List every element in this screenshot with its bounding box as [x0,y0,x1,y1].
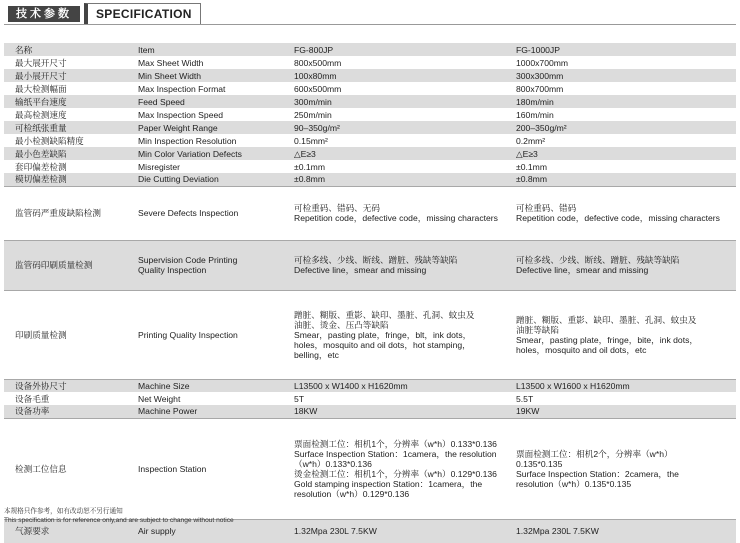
table-row [4,121,736,134]
table-row [4,69,736,82]
table-row [4,147,736,160]
spec-item-en: Paper Weight Range [138,121,292,134]
table-row [4,418,736,519]
table-row [4,290,736,379]
col-header-name: 名称 [4,43,138,56]
table-row [4,173,736,186]
spec-item-en: Machine Size [138,379,292,392]
spec-name-cn: 最小色差缺陷 [4,147,138,160]
table-row [4,108,736,121]
spec-name-cn: 最高检测速度 [4,108,138,121]
header-title-en: SPECIFICATION [84,3,201,25]
spec-name-cn: 模切偏差检测 [4,173,138,186]
spec-item-en: Inspection Station [138,418,292,519]
table-row [4,95,736,108]
spec-value-model1: ±0.1mm [292,160,514,173]
spec-value-model1: 600x500mm [292,82,514,95]
spec-value-model1: 100x80mm [292,69,514,82]
spec-value-model2: 可检重码、错码 Repetition code，defective code，missing characters [514,186,736,240]
section-header [0,0,740,24]
spec-value-model2: 160m/min [514,108,736,121]
spec-item-en: Machine Power [138,405,292,418]
spec-value-model1: 300m/min [292,95,514,108]
spec-name-cn: 检测工位信息 [4,418,138,519]
spec-name-cn: 设备外协尺寸 [4,379,138,392]
spec-value-model1: ±0.8mm [292,173,514,186]
spec-item-en: Max Sheet Width [138,56,292,69]
spec-value-model2: 200–350g/m² [514,121,736,134]
spec-value-model1: 90–350g/m² [292,121,514,134]
spec-item-en: Printing Quality Inspection [138,290,292,379]
table-row [4,186,736,240]
spec-item-en: Air supply [138,519,292,543]
spec-name-cn: 套印偏差检测 [4,160,138,173]
table-row [4,392,736,405]
header-title-cn: 技术参数 [8,6,80,22]
spec-item-en: Supervision Code Printing Quality Inspection [138,240,292,290]
spec-value-model1: △E≥3 [292,147,514,160]
spec-value-model1: 蹭脏、糊版、重影、缺印、墨脏、孔洞、蚊虫及 油脏、烫金、压凸等缺陷 Smear，pasting plate，fringe，blt，ink dots， holes，mosquito and oil dots，hot stamping， belling，etc [292,290,514,379]
table-row [4,160,736,173]
spec-item-en: Min Sheet Width [138,69,292,82]
spec-item-en: Feed Speed [138,95,292,108]
spec-value-model1: 1.32Mpa 230L 7.5KW [292,519,514,543]
header-divider [4,24,736,25]
spec-item-en: Max Inspection Format [138,82,292,95]
spec-table [4,43,736,543]
col-header-item: Item [138,43,292,56]
spec-value-model1: 800x500mm [292,56,514,69]
col-header-model2: FG-1000JP [514,43,736,56]
table-row [4,379,736,392]
col-header-model1: FG-800JP [292,43,514,56]
spec-item-en: Min Color Variation Defects [138,147,292,160]
spec-value-model1: 可检重码、错码、无码 Repetition code，defective code，missing characters [292,186,514,240]
spec-value-model1: 票面检测工位：相机1个，分辨率（w*h）0.133*0.136 Surface Inspection Station：1camera，the resolution （w*h）0.133*0.136 烫金检测工位：相机1个，分辨率（w*h）0.129*0.136 Gold stamping inspection Station：1camera，the resolution（w*h）0.129*0.136 [292,418,514,519]
footer-note-en: This specification is for reference only,and are subject to change without notice [4,516,234,524]
spec-name-cn: 最大展开尺寸 [4,56,138,69]
footer-note-cn: 本规格只作参考，如有改动恕不另行通知 [4,508,123,515]
spec-value-model2: ±0.8mm [514,173,736,186]
spec-item-en: Min Inspection Resolution [138,134,292,147]
spec-value-model2: 800x700mm [514,82,736,95]
spec-value-model2: 0.2mm² [514,134,736,147]
spec-value-model1: 可检多线、少线、断线、蹭脏、残缺等缺陷 Defective line，smear and missing [292,240,514,290]
spec-value-model2: 1000x700mm [514,56,736,69]
spec-item-en: Misregister [138,160,292,173]
spec-name-cn: 设备功率 [4,405,138,418]
spec-value-model1: 250m/min [292,108,514,121]
spec-value-model1: 5T [292,392,514,405]
spec-item-en: Die Cutting Deviation [138,173,292,186]
spec-value-model2: 300x300mm [514,69,736,82]
spec-value-model2: 180m/min [514,95,736,108]
spec-value-model2: 19KW [514,405,736,418]
spec-name-cn: 气源要求 [4,519,138,543]
spec-name-cn: 设备毛重 [4,392,138,405]
table-row [4,56,736,69]
spec-value-model2: 蹭脏、糊版、重影、缺印、墨脏、孔洞、蚊虫及 油脏等缺陷 Smear，pasting plate，fringe，bite，ink dots， holes，mosquito and oil dots，etc [514,290,736,379]
spec-value-model1: L13500 x W1400 x H1620mm [292,379,514,392]
spec-name-cn: 印刷质量检测 [4,290,138,379]
spec-name-cn: 输纸平台速度 [4,95,138,108]
spec-value-model1: 18KW [292,405,514,418]
table-header-row [4,43,736,56]
spec-value-model2: 5.5T [514,392,736,405]
spec-value-model2: 可检多线、少线、断线、蹭脏、残缺等缺陷 Defective line，smear and missing [514,240,736,290]
spec-name-cn: 监管码印刷质量检测 [4,240,138,290]
table-row [4,134,736,147]
spec-item-en: Net Weight [138,392,292,405]
spec-item-en: Severe Defects Inspection [138,186,292,240]
spec-name-cn: 最大检测幅面 [4,82,138,95]
spec-name-cn: 可检纸张重量 [4,121,138,134]
footer-note [4,508,234,525]
table-row [4,240,736,290]
spec-value-model2: ±0.1mm [514,160,736,173]
spec-name-cn: 最小检测缺陷精度 [4,134,138,147]
spec-value-model2: △E≥3 [514,147,736,160]
spec-item-en: Max Inspection Speed [138,108,292,121]
spec-value-model2: 票面检测工位：相机2个，分辨率（w*h） 0.135*0.135 Surface Inspection Station：2camera，the resolution（w*h）0.135*0.135 [514,418,736,519]
spec-name-cn: 监管码严重废缺陷检测 [4,186,138,240]
spec-value-model1: 0.15mm² [292,134,514,147]
spec-value-model2: L13500 x W1600 x H1620mm [514,379,736,392]
table-row [4,82,736,95]
spec-name-cn: 最小展开尺寸 [4,69,138,82]
table-row [4,405,736,418]
spec-value-model2: 1.32Mpa 230L 7.5KW [514,519,736,543]
